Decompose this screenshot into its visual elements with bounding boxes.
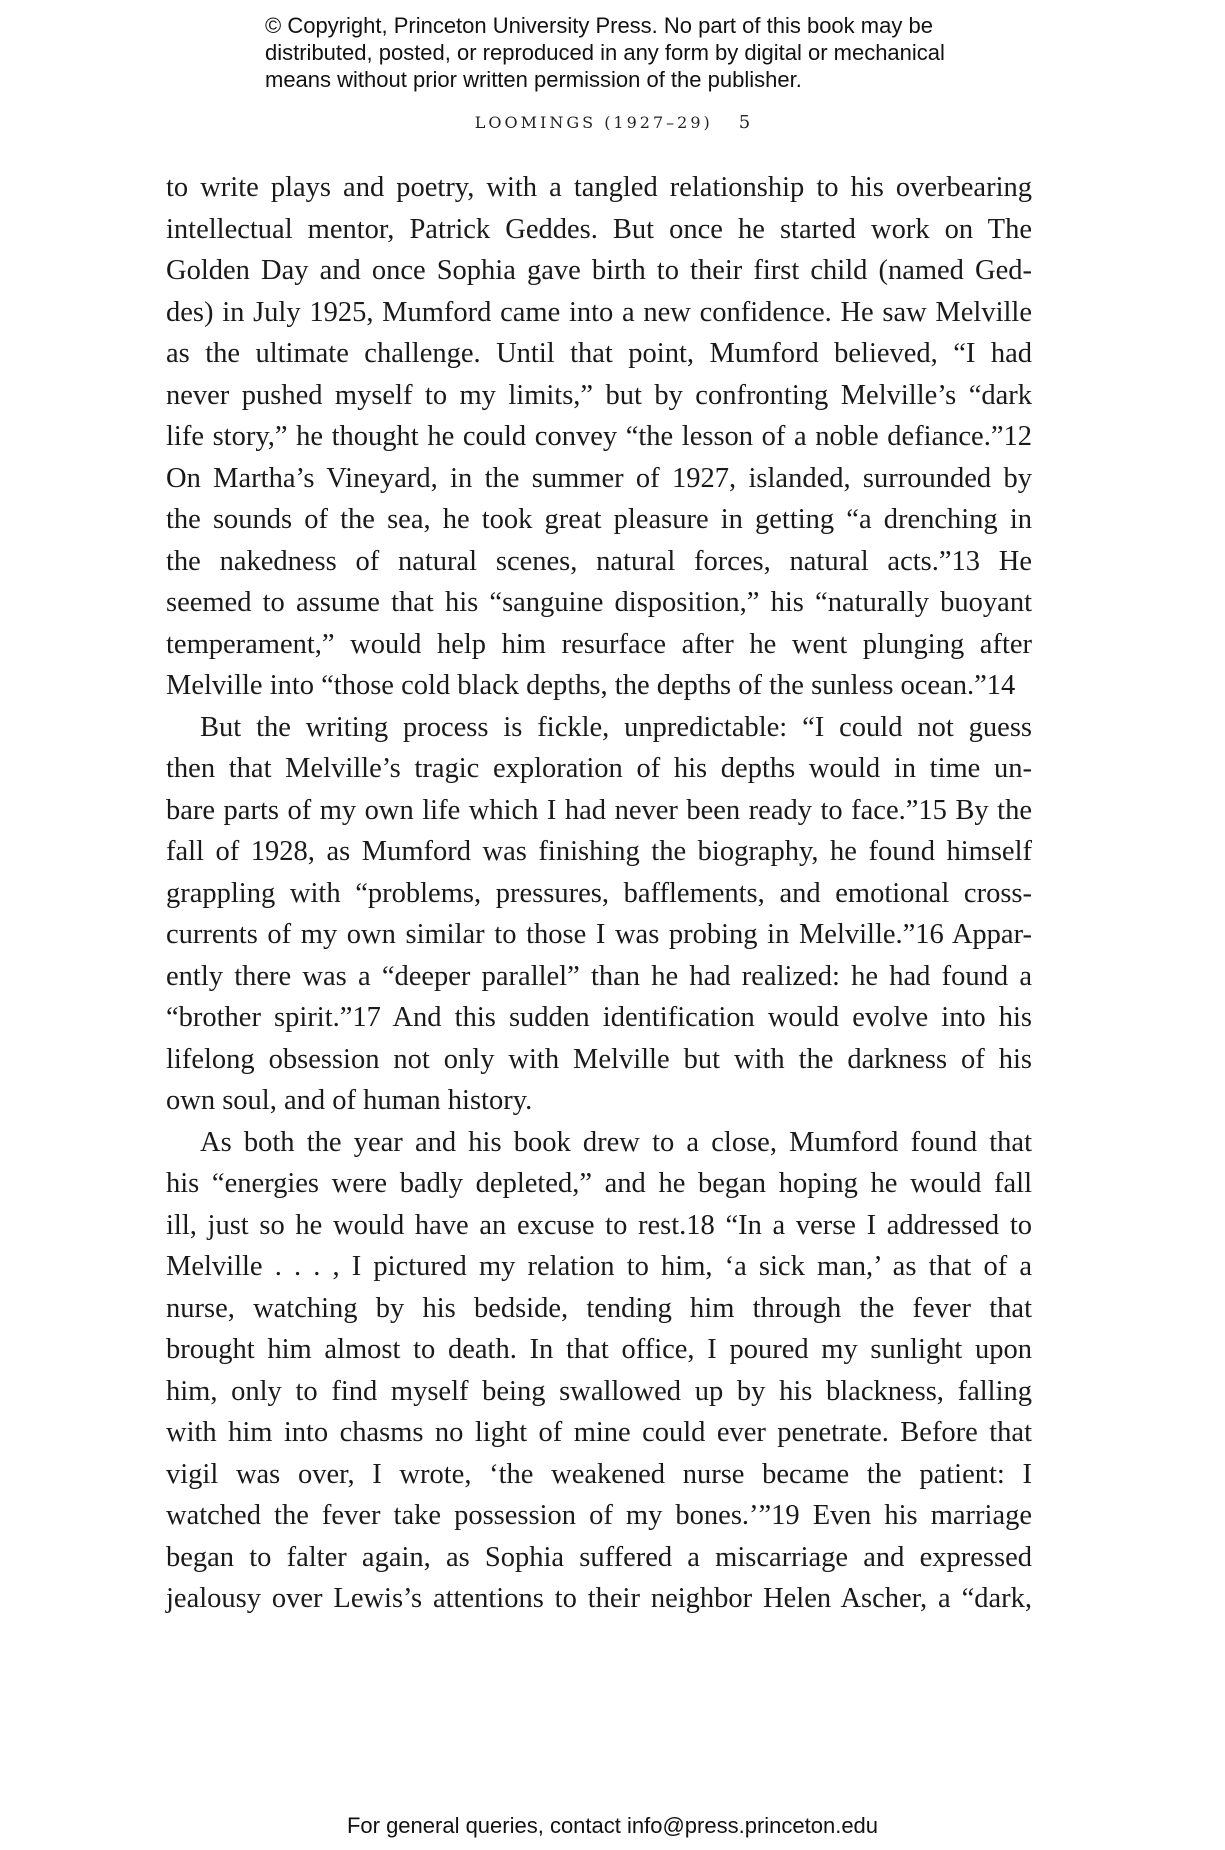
text-line: life story,” he thought he could convey “the lesson of a noble defiance.”12 <box>166 421 1032 452</box>
text-line: ill, just so he would have an excuse to rest.18 “In a verse I addressed to <box>166 1209 1032 1241</box>
text-line: jealousy over Lewis’s attentions to their neighbor Helen Ascher, a “dark, <box>166 1583 1032 1614</box>
text-line: brought him almost to death. In that office, I poured my sunlight upon <box>166 1334 1032 1365</box>
text-line: own soul, and of human history. <box>166 1085 533 1116</box>
text-line: temperament,” would help him resurface after he went plunging after <box>166 628 1032 660</box>
text-line: des) in July 1925, Mumford came into a new confidence. He saw Melville <box>166 296 1032 328</box>
body-text <box>166 167 1032 1620</box>
page-number: 5 <box>738 112 751 133</box>
text-line: intellectual mentor, Patrick Geddes. But once he started work on The <box>166 213 1032 245</box>
text-line: him, only to find myself being swallowed up by his blackness, falling <box>166 1375 1032 1407</box>
text-line: nurse, watching by his bedside, tending him through the fever that <box>166 1292 1032 1324</box>
text-line: As both the year and his book drew to a close, Mumford found that <box>200 1126 1032 1158</box>
text-line: lifelong obsession not only with Melville but with the darkness of his <box>166 1043 1032 1075</box>
text-line: But the writing process is fickle, unpredictable: “I could not guess <box>200 711 1032 743</box>
copyright-line: means without prior written permission of the publisher. <box>265 67 802 92</box>
copyright-line: © Copyright, Princeton University Press. No part of this book may be <box>265 13 933 38</box>
text-line: bare parts of my own life which I had never been ready to face.”15 By the <box>166 794 1032 826</box>
text-line: grappling with “problems, pressures, bafflements, and emotional cross- <box>166 877 1032 909</box>
text-line: “brother spirit.”17 And this sudden identification would evolve into his <box>166 1002 1032 1033</box>
running-head-title: LOOMINGS (1927–29) <box>474 113 713 132</box>
text-line: the sounds of the sea, he took great pleasure in getting “a drenching in <box>166 504 1032 535</box>
text-line: never pushed myself to my limits,” but by confronting Melville’s “dark <box>166 379 1032 411</box>
text-line: seemed to assume that his “sanguine disposition,” his “naturally buoyant <box>166 587 1032 618</box>
text-line: fall of 1928, as Mumford was finishing the biography, he found himself <box>166 836 1032 867</box>
text-line: his “energies were badly depleted,” and he began hoping he would fall <box>166 1168 1032 1199</box>
text-line: vigil was over, I wrote, ‘the weakened nurse became the patient: I <box>166 1458 1032 1490</box>
text-line: then that Melville’s tragic exploration of his depths would in time un- <box>166 753 1032 784</box>
copyright-notice <box>265 12 985 93</box>
copyright-line: distributed, posted, or reproduced in any form by digital or mechanical <box>265 40 945 65</box>
text-line: On Martha’s Vineyard, in the summer of 1927, islanded, surrounded by <box>166 462 1032 494</box>
text-line: Melville into “those cold black depths, the depths of the sunless ocean.”14 <box>166 670 1016 701</box>
text-line: to write plays and poetry, with a tangled relationship to his overbearing <box>166 172 1032 203</box>
text-line: with him into chasms no light of mine could ever penetrate. Before that <box>166 1417 1032 1448</box>
text-line: currents of my own similar to those I was probing in Melville.”16 Appar- <box>166 919 1032 950</box>
text-line: Melville . . . , I pictured my relation to him, ‘a sick man,’ as that of a <box>166 1251 1032 1282</box>
text-line: the nakedness of natural scenes, natural forces, natural acts.”13 He <box>166 545 1032 577</box>
text-line: began to falter again, as Sophia suffered a miscarriage and expressed <box>166 1541 1032 1573</box>
running-head <box>0 112 1225 133</box>
text-line: as the ultimate challenge. Until that point, Mumford believed, “I had <box>166 338 1032 369</box>
text-line: watched the fever take possession of my bones.’”19 Even his marriage <box>166 1500 1032 1531</box>
text-line: Golden Day and once Sophia gave birth to their first child (named Ged- <box>166 255 1032 286</box>
footer-contact: For general queries, contact info@press.princeton.edu <box>346 1813 879 1838</box>
text-line: ently there was a “deeper parallel” than he had realized: he had found a <box>166 960 1032 992</box>
